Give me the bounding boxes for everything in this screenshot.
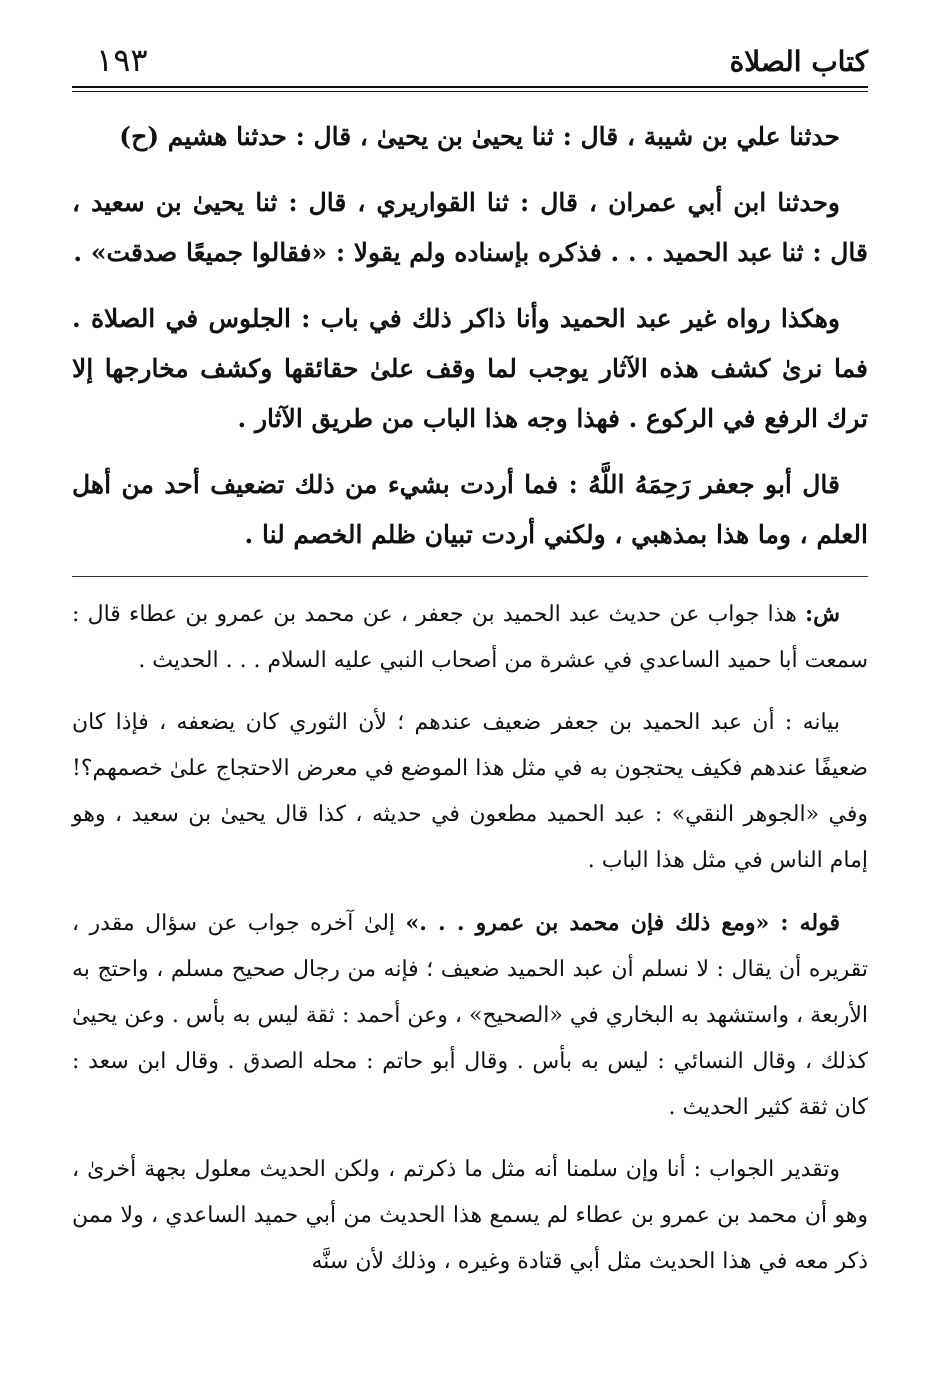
page-header <box>72 30 868 88</box>
sharh-text: هذا جواب عن حديث عبد الحميد بن جعفر ، عن محمد بن عمرو بن عطاء قال : سمعت أبا حميد الساعدي في عشرة من أصحاب النبي عليه السلام . . . الحديث . <box>72 602 868 673</box>
sharh-lead: ش: <box>805 601 840 627</box>
book-page <box>72 30 868 1360</box>
page-content <box>72 112 868 1285</box>
quoted-lead: قوله : «ومع ذلك فإن محمد بن عمرو . . .» <box>405 910 840 936</box>
matn-paragraph-1: حدثنا علي بن شيبة ، قال : ثنا يحيىٰ بن يحيىٰ ، قال : حدثنا هشيم (ح) <box>119 122 840 151</box>
matn-paragraph-3: وهكذا رواه غير عبد الحميد وأنا ذاكر ذلك في باب : الجلوس في الصلاة . فما نرىٰ كشف هذه الآثار يوجب لما وقف علىٰ حقائقها وكشف مخارجها إلا ترك الرفع في الركوع . فهذا وجه هذا الباب من طريق الآثار . <box>72 304 868 433</box>
sharh-paragraph-3 <box>72 900 868 1131</box>
book-title: كتاب الصلاة <box>729 45 868 78</box>
matn-paragraph-4: قال أبو جعفر رَحِمَهُ اللَّهُ : فما أردت بشيء من ذلك تضعيف أحد من أهل العلم ، وما هذا بمذهبي ، ولكني أردت تبيان ظلم الخصم لنا . <box>72 470 868 549</box>
sharh-paragraph-1 <box>72 591 868 684</box>
section-divider <box>72 576 868 577</box>
sharh-paragraph-2: بيانه : أن عبد الحميد بن جعفر ضعيف عندهم ؛ لأن الثوري كان يضعفه ، فإذا كان ضعيفًا عندهم فكيف يحتجون به في مثل هذا الموضع في معرض الاحتجاج علىٰ خصمهم؟! وفي «الجوهر النقي» : عبد الحميد مطعون في حديثه ، كذا قال يحيىٰ بن سعيد ، وهو إمام الناس في مثل هذا الباب . <box>72 710 868 873</box>
matn-paragraph-2: وحدثنا ابن أبي عمران ، قال : ثنا القواريري ، قال : ثنا يحيىٰ بن سعيد ، قال : ثنا عبد الحميد . . . فذكره بإسناده ولم يقولا : «فقالوا جميعًا صدقت» . <box>72 188 868 267</box>
page-number: ١٩٣ <box>96 41 148 79</box>
sharh-text: إلىٰ آخره جواب عن سؤال مقدر ، تقريره أن يقال : لا نسلم أن عبد الحميد ضعيف ؛ فإنه من رجال صحيح مسلم ، واحتج به الأربعة ، واستشهد به البخاري في «الصحيح» ، وعن أحمد : ثقة ليس به بأس . وعن يحيىٰ كذلك ، وقال النسائي : ليس به بأس . وقال أبو حاتم : محله الصدق . وقال ابن سعد : كان ثقة كثير الحديث . <box>72 911 868 1120</box>
sharh-paragraph-4: وتقدير الجواب : أنا وإن سلمنا أنه مثل ما ذكرتم ، ولكن الحديث معلول بجهة أخرىٰ ، وهو أن محمد بن عمرو بن عطاء لم يسمع هذا الحديث من أبي حميد الساعدي ، ولا ممن ذكر معه في هذا الحديث مثل أبي قتادة وغيره ، وذلك لأن سنَّه <box>72 1157 868 1274</box>
